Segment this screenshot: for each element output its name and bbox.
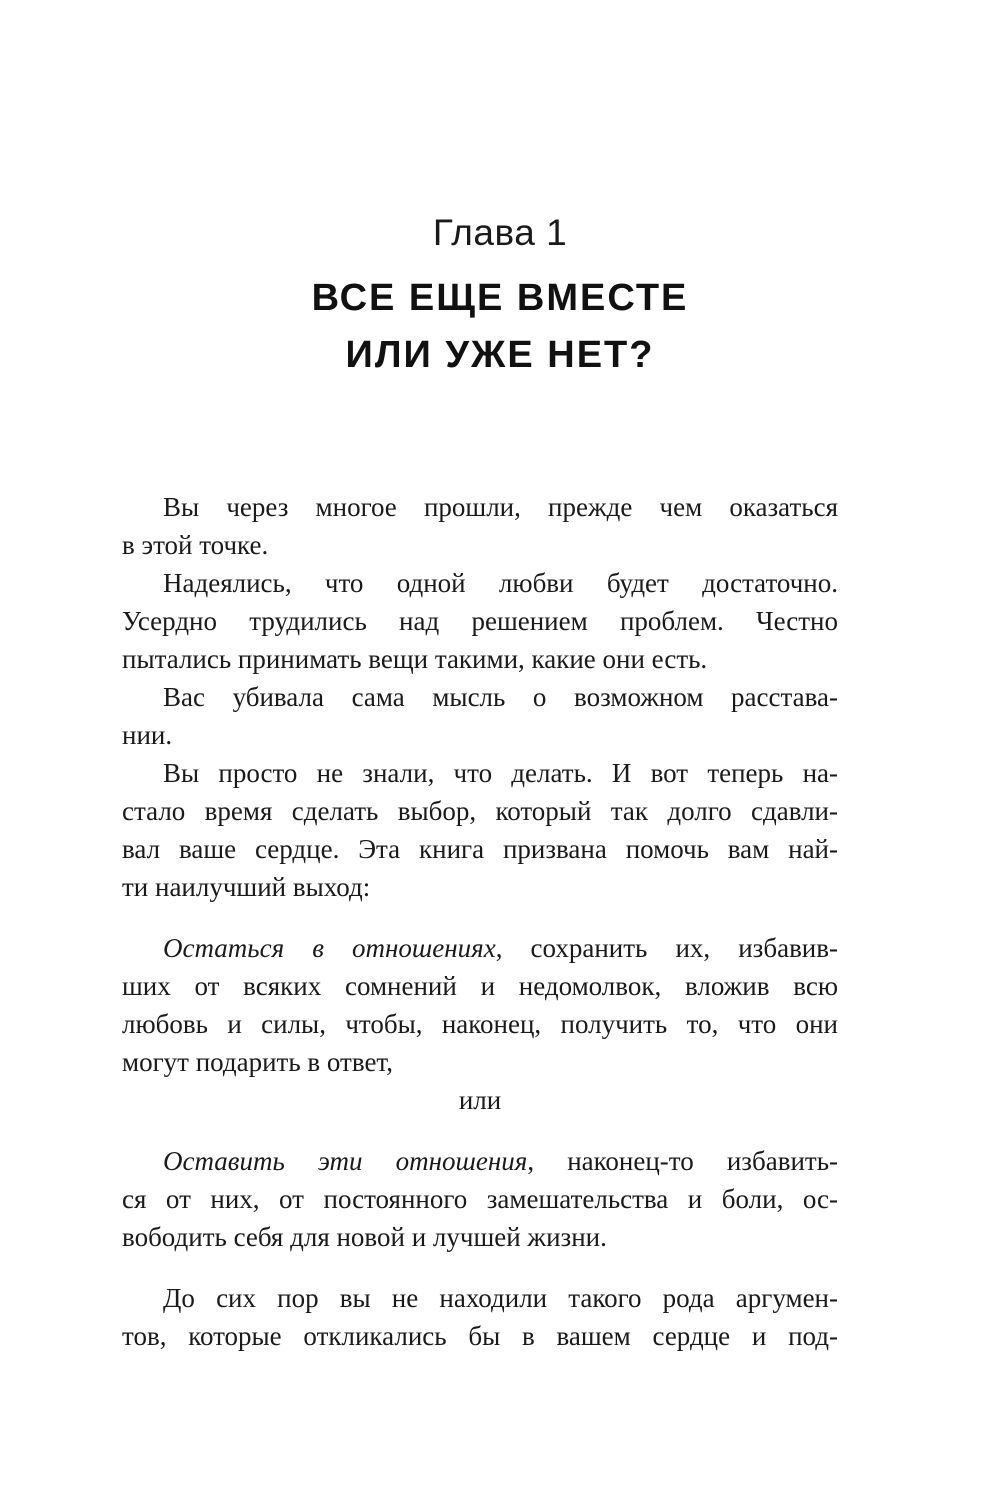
chapter-title [0, 270, 1000, 384]
text-line: До сих пор вы не находили такого рода аргумен- [163, 1283, 838, 1313]
chapter-label: Глава 1 [432, 212, 568, 253]
text-run: , наконец-то избавить- [527, 1146, 838, 1176]
italic-phrase: Оставить эти отношения [163, 1146, 528, 1176]
paragraph-5 [122, 1279, 838, 1355]
text-line: нии. [122, 720, 173, 750]
chapter-title-line-2: ИЛИ УЖЕ НЕТ? [345, 334, 655, 376]
text-line: стало время сделать выбор, который так долго сдавли- [122, 796, 838, 826]
paragraph-gap [122, 1119, 838, 1142]
paragraph-gap [122, 1256, 838, 1279]
text-line: любовь и силы, чтобы, наконец, получить то, что они [122, 1009, 838, 1039]
text-line: тов, которые откликались бы в вашем сердце и под- [122, 1321, 838, 1351]
text-run: , сохранить их, избавив- [495, 933, 839, 963]
text-line: ся от них, от постоянного замешательства и боли, ос- [122, 1184, 838, 1214]
text-line: Вы через многое прошли, прежде чем оказаться [163, 492, 838, 522]
option-leave [122, 1142, 838, 1256]
paragraph-gap [122, 906, 838, 929]
paragraph-1 [122, 488, 838, 564]
paragraph-3 [122, 678, 838, 754]
chapter-title-line-1: ВСЕ ЕЩЕ ВМЕСТЕ [311, 277, 689, 319]
option-stay [122, 929, 838, 1081]
text-line: вободить себя для новой и лучшей жизни. [122, 1222, 607, 1252]
text-line [122, 1142, 838, 1180]
text-line: в этой точке. [122, 530, 269, 560]
text-line: Усердно трудились над решением проблем. Честно [122, 606, 838, 636]
text-line: ших от всяких сомнений и недомолвок, вложив всю [122, 971, 838, 1001]
text-line: ти наилучший выход: [122, 872, 371, 902]
italic-phrase: Остаться в отношениях [163, 933, 496, 963]
separator-word: или [458, 1085, 502, 1115]
paragraph-4 [122, 754, 838, 906]
text-line: Надеялись, что одной любви будет достаточно. [163, 568, 838, 598]
paragraph-2 [122, 564, 838, 678]
text-line: могут подарить в ответ, [122, 1047, 393, 1077]
body-text [122, 488, 838, 1355]
text-line: вал ваше сердце. Эта книга призвана помочь вам най- [122, 834, 838, 864]
text-line: Вас убивала сама мысль о возможном расстава- [163, 682, 838, 712]
text-line: пытались принимать вещи такими, какие они есть. [122, 644, 708, 674]
text-line [122, 929, 838, 967]
text-line: Вы просто не знали, что делать. И вот теперь на- [163, 758, 838, 788]
